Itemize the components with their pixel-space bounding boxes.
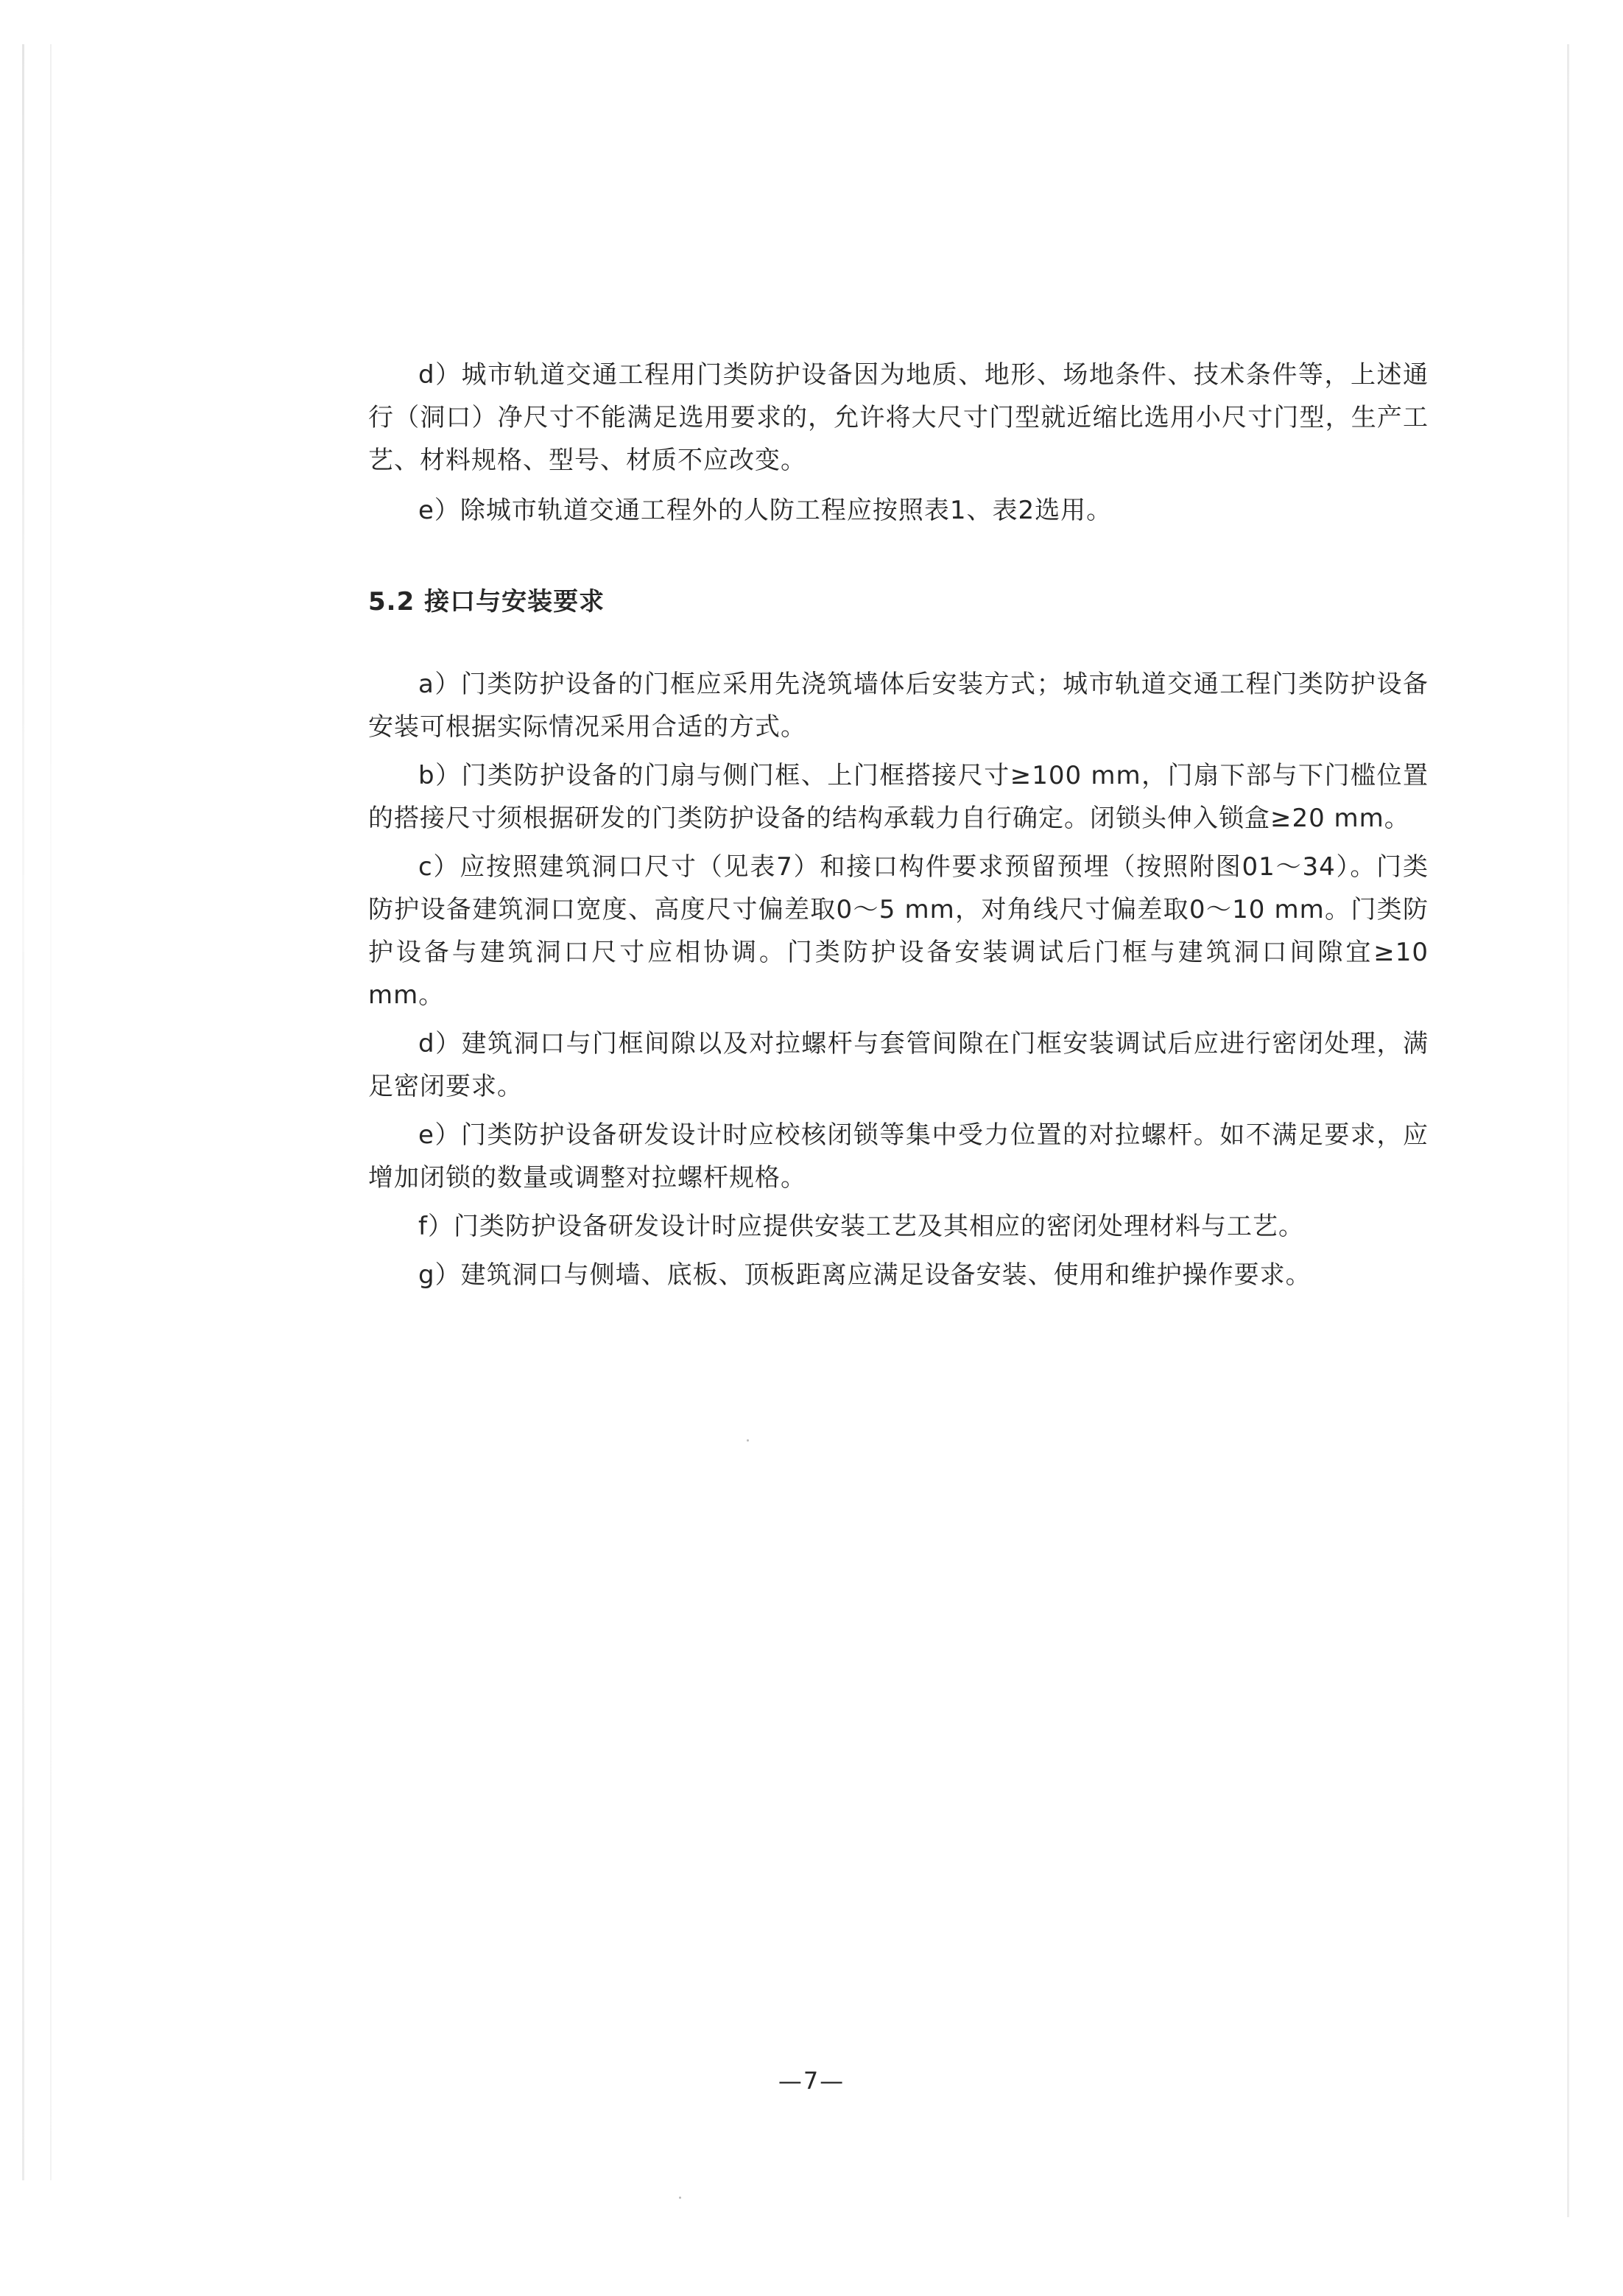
paragraph-5-2-d: d）建筑洞口与门框间隙以及对拉螺杆与套管间隙在门框安装调试后应进行密闭处理，满足密闭要求。: [368, 1029, 1429, 1101]
paragraph-5-2-e: e）门类防护设备研发设计时应校核闭锁等集中受力位置的对拉螺杆。如不满足要求，应增加闭锁的数量或调整对拉螺杆规格。: [368, 1120, 1429, 1193]
section-heading-5-2: 5.2 接口与安装要求: [368, 587, 605, 617]
paragraph-5-1-d: d）城市轨道交通工程用门类防护设备因为地质、地形、场地条件、技术条件等，上述通行（洞口）净尺寸不能满足选用要求的，允许将大尺寸门型就近缩比选用小尺寸门型，生产工艺、材料规格、型号、材质不应改变。: [368, 360, 1429, 475]
scan-edge-left-inner: [50, 44, 52, 2180]
paragraph-5-1-e: e）除城市轨道交通工程外的人防工程应按照表1、表2选用。: [418, 496, 1113, 525]
document-body: [368, 354, 1429, 1302]
scan-speck: [747, 1439, 749, 1442]
paragraph-5-2-c: c）应按照建筑洞口尺寸（见表7）和接口构件要求预留预埋（按照附图01～34）。门类防护设备建筑洞口宽度、高度尺寸偏差取0～5 mm，对角线尺寸偏差取0～10 mm。门类防护设备与建筑洞口尺寸应相协调。门类防护设备安装调试后门框与建筑洞口间隙宜≥10 mm。: [368, 852, 1429, 1010]
scan-edge-right: [1567, 44, 1569, 2217]
paragraph-5-2-b: b）门类防护设备的门扇与侧门框、上门框搭接尺寸≥100 mm，门扇下部与下门槛位置的搭接尺寸须根据研发的门类防护设备的结构承载力自行确定。闭锁头伸入锁盒≥20 mm。: [368, 761, 1429, 833]
page-number: —7—: [778, 2067, 845, 2095]
scan-speck: [679, 2197, 681, 2199]
paragraph-5-2-a: a）门类防护设备的门框应采用先浇筑墙体后安装方式；城市轨道交通工程门类防护设备安装可根据实际情况采用合适的方式。: [368, 670, 1429, 742]
scan-edge-left: [22, 44, 24, 2180]
paragraph-5-2-f: f）门类防护设备研发设计时应提供安装工艺及其相应的密闭处理材料与工艺。: [418, 1212, 1304, 1241]
paragraph-5-2-g: g）建筑洞口与侧墙、底板、顶板距离应满足设备安装、使用和维护操作要求。: [418, 1260, 1312, 1290]
